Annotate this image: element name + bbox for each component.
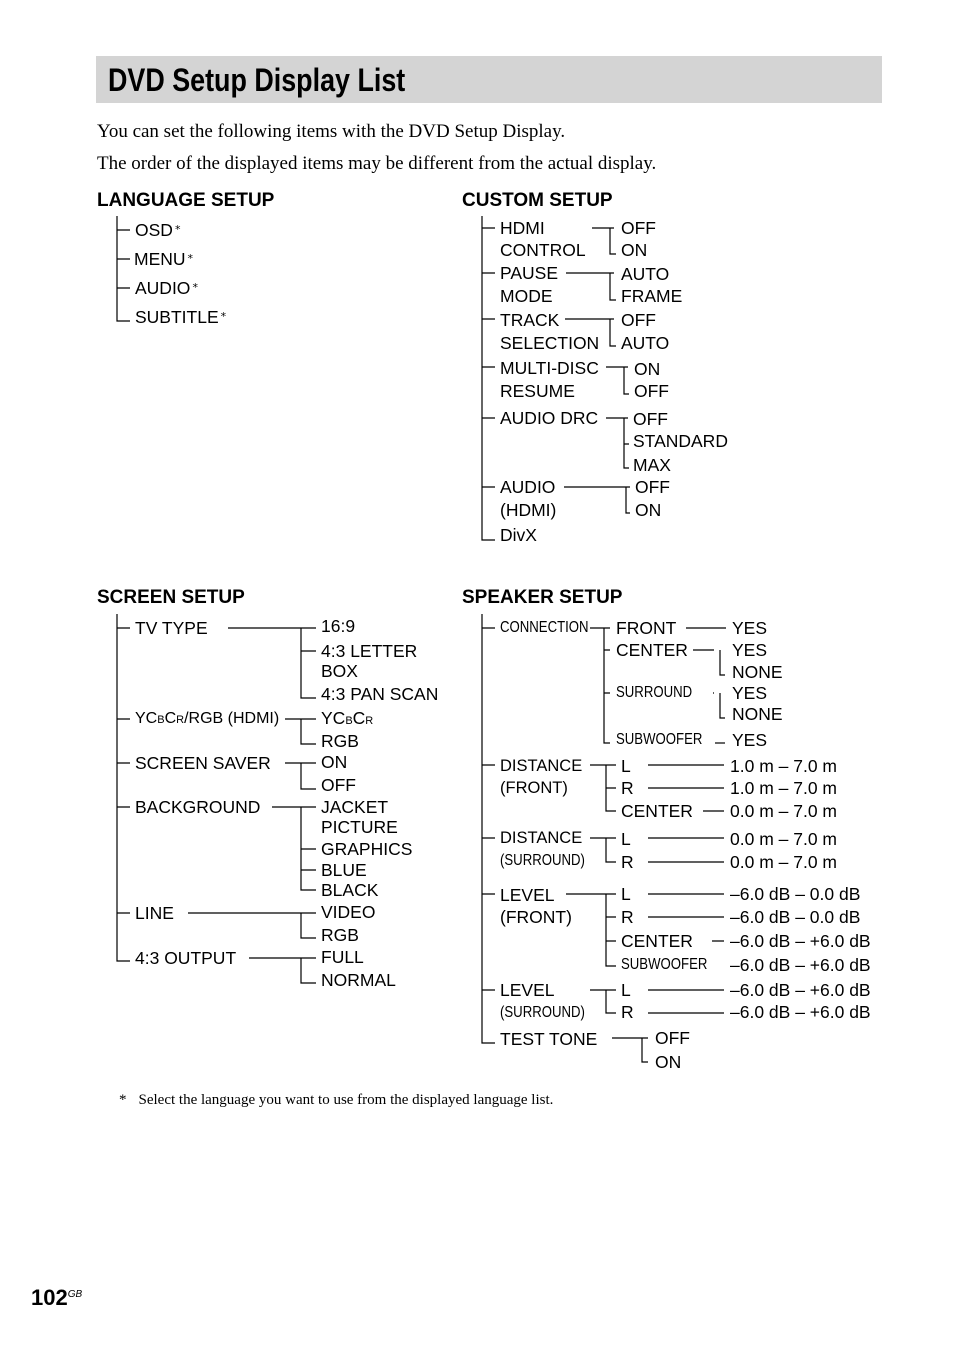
custom-track-selection-label: TRACK — [500, 310, 560, 330]
language-item-subtitle: SUBTITLE * — [135, 307, 227, 327]
speaker-level-surround-label: LEVEL — [500, 980, 555, 1000]
custom-audio-hdmi-label: AUDIO — [500, 477, 556, 497]
custom-hdmi-control-label-2: CONTROL — [500, 240, 586, 260]
distance-surround-r-range: 0.0 m – 7.0 m — [730, 852, 837, 872]
audio-hdmi-option-off: OFF — [635, 477, 670, 497]
speaker-connection-label: CONNECTION — [500, 619, 589, 636]
front-option-yes: YES — [732, 618, 768, 638]
line-option-rgb: RGB — [321, 925, 359, 945]
language-item-menu: MENU * — [134, 249, 194, 269]
screen-setup-heading: SCREEN SETUP — [97, 587, 245, 608]
level-surround-l-label: L — [621, 980, 631, 1000]
surround-option-yes: YES — [732, 683, 768, 703]
test-tone-option-on: ON — [655, 1052, 682, 1072]
background-option-black: BLACK — [321, 880, 379, 900]
hdmi-control-option-on: ON — [621, 240, 648, 260]
ycbcr-option-ycbcr: YCBCR — [321, 708, 374, 728]
level-front-r-label: R — [621, 907, 634, 927]
connection-front-label: FRONT — [616, 618, 677, 638]
screen-saver-label: SCREEN SAVER — [135, 753, 271, 773]
custom-pause-mode-label-2: MODE — [500, 286, 553, 306]
center-option-none: NONE — [732, 662, 783, 682]
custom-multi-disc-label-2: RESUME — [500, 381, 575, 401]
audio-drc-option-off: OFF — [633, 409, 668, 429]
pause-mode-option-frame: FRAME — [621, 286, 683, 306]
level-front-subwoofer-label: SUBWOOFER — [621, 956, 708, 973]
connection-surround-label: SURROUND — [616, 684, 693, 701]
connection-subwoofer-label: SUBWOOFER — [616, 731, 703, 748]
language-setup-heading: LANGUAGE SETUP — [97, 190, 275, 211]
level-front-center-range: –6.0 dB – +6.0 dB — [730, 931, 871, 951]
ycbcr-option-rgb: RGB — [321, 731, 359, 751]
subwoofer-option-yes: YES — [732, 730, 768, 750]
speaker-level-surround-label-2: (SURROUND) — [500, 1004, 585, 1021]
speaker-distance-surround-label-2: (SURROUND) — [500, 852, 585, 869]
level-front-l-range: –6.0 dB – 0.0 dB — [730, 884, 861, 904]
tv-type-option-16-9: 16:9 — [321, 616, 356, 636]
hdmi-control-option-off: OFF — [621, 218, 656, 238]
audio-drc-option-standard: STANDARD — [633, 431, 728, 451]
intro-line-2: The order of the displayed items may be different from the actual display. — [97, 153, 657, 174]
track-selection-option-auto: AUTO — [621, 333, 670, 353]
level-surround-r-label: R — [621, 1002, 634, 1022]
background-option-picture: PICTURE — [321, 817, 398, 837]
distance-front-r-range: 1.0 m – 7.0 m — [730, 778, 837, 798]
custom-multi-disc-label: MULTI-DISC — [500, 358, 599, 378]
level-front-center-label: CENTER — [621, 931, 693, 951]
screen-tv-type-label: TV TYPE — [135, 618, 208, 638]
custom-divx-label: DivX — [500, 525, 537, 545]
speaker-level-front-label: LEVEL — [500, 885, 555, 905]
distance-front-l-label: L — [621, 756, 631, 776]
custom-track-selection-label-2: SELECTION — [500, 333, 600, 353]
speaker-level-front-label-2: (FRONT) — [500, 907, 572, 927]
level-surround-l-range: –6.0 dB – +6.0 dB — [730, 980, 871, 1000]
distance-front-center-label: CENTER — [621, 801, 693, 821]
speaker-distance-front-label: DISTANCE — [500, 757, 583, 775]
speaker-test-tone-label: TEST TONE — [500, 1029, 598, 1049]
surround-option-none: NONE — [732, 704, 783, 724]
track-selection-option-off: OFF — [621, 310, 656, 330]
language-item-audio: AUDIO * — [135, 278, 198, 298]
tv-type-option-letter-box: 4:3 LETTER — [321, 641, 418, 661]
level-front-l-label: L — [621, 884, 631, 904]
custom-audio-drc-label: AUDIO DRC — [500, 408, 599, 428]
screen-saver-option-on: ON — [321, 752, 348, 772]
screen-background-label: BACKGROUND — [135, 797, 261, 817]
center-option-yes: YES — [732, 640, 768, 660]
page-title: DVD Setup Display List — [108, 62, 406, 98]
tv-type-option-letter-box-2: BOX — [321, 661, 358, 681]
level-surround-r-range: –6.0 dB – +6.0 dB — [730, 1002, 871, 1022]
background-option-jacket: JACKET — [321, 797, 389, 817]
level-front-subwoofer-range: –6.0 dB – +6.0 dB — [730, 955, 871, 975]
footnote: * Select the language you want to use from the displayed language list. — [119, 1092, 554, 1108]
connection-center-label: CENTER — [616, 640, 688, 660]
custom-pause-mode-label: PAUSE — [500, 263, 559, 283]
speaker-distance-front-label-2: (FRONT) — [500, 779, 568, 797]
distance-surround-r-label: R — [621, 852, 634, 872]
background-option-graphics: GRAPHICS — [321, 839, 413, 859]
custom-setup-heading: CUSTOM SETUP — [462, 190, 613, 211]
output-option-full: FULL — [321, 947, 364, 967]
screen-ycbcr-label: YCBCR/RGB (HDMI) — [135, 710, 280, 727]
distance-surround-l-label: L — [621, 829, 631, 849]
page-number: $102^{GB}$ — [31, 1285, 83, 1310]
custom-audio-hdmi-label-2: (HDMI) — [500, 500, 557, 520]
screen-output-label: 4:3 OUTPUT — [135, 948, 237, 968]
distance-front-center-range: 0.0 m – 7.0 m — [730, 801, 837, 821]
line-option-video: VIDEO — [321, 902, 376, 922]
audio-hdmi-option-on: ON — [635, 500, 662, 520]
distance-front-l-range: 1.0 m – 7.0 m — [730, 756, 837, 776]
distance-front-r-label: R — [621, 778, 634, 798]
background-option-blue: BLUE — [321, 860, 367, 880]
distance-surround-l-range: 0.0 m – 7.0 m — [730, 829, 837, 849]
intro-line-1: You can set the following items with the DVD Setup Display. — [97, 121, 566, 142]
speaker-setup-heading: SPEAKER SETUP — [462, 587, 623, 608]
audio-drc-option-max: MAX — [633, 455, 671, 475]
test-tone-option-off: OFF — [655, 1028, 690, 1048]
level-front-r-range: –6.0 dB – 0.0 dB — [730, 907, 861, 927]
multi-disc-option-on: ON — [634, 359, 661, 379]
language-item-osd: OSD * — [135, 220, 181, 240]
screen-saver-option-off: OFF — [321, 775, 356, 795]
pause-mode-option-auto: AUTO — [621, 264, 670, 284]
custom-hdmi-control-label: HDMI — [500, 218, 545, 238]
speaker-distance-surround-label: DISTANCE — [500, 829, 583, 847]
multi-disc-option-off: OFF — [634, 381, 669, 401]
tv-type-option-pan-scan: 4:3 PAN SCAN — [321, 684, 439, 704]
screen-line-label: LINE — [135, 903, 174, 923]
output-option-normal: NORMAL — [321, 970, 396, 990]
